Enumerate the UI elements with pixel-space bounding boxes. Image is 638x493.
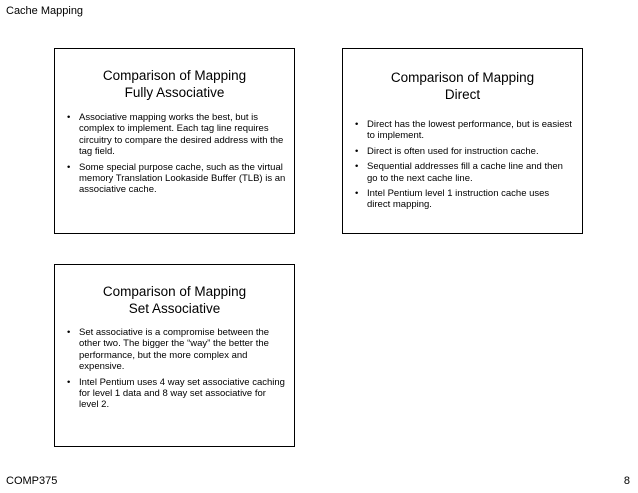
bullet-icon: • — [355, 119, 359, 130]
bullet-list — [67, 112, 286, 200]
bullet-item — [355, 188, 574, 211]
bullet-icon: • — [67, 327, 71, 338]
bullet-list — [67, 327, 286, 415]
bullet-icon: • — [355, 161, 359, 173]
slide-title — [343, 69, 582, 103]
bullet-icon: • — [67, 376, 71, 388]
slide-thumbnail-fully-associative — [54, 48, 295, 234]
slide-title-line2: Fully Associative — [124, 85, 225, 100]
bullet-list — [355, 119, 574, 215]
bullet-item — [67, 112, 286, 158]
bullet-text: Associative mapping works the best, but is complex to implement. Each tag line requires circuitry to compare the desired address with the tag field. — [79, 112, 284, 158]
bullet-text: Set associative is a compromise between the other two. The bigger the “way” the better the performance, but the more complex and expensive. — [79, 327, 270, 373]
footer-course-code: COMP375 — [6, 475, 58, 487]
bullet-text: Direct is often used for instruction cache. — [367, 145, 539, 157]
slide-title-line1: Comparison of Mapping — [102, 68, 247, 83]
bullet-icon: • — [355, 188, 359, 200]
slide-title — [55, 283, 294, 317]
bullet-text: Sequential addresses fill a cache line and then go to the next cache line. — [367, 161, 563, 184]
bullet-item — [67, 327, 286, 373]
slide-title-line2: Direct — [444, 87, 481, 102]
bullet-text: Intel Pentium level 1 instruction cache uses direct mapping. — [367, 188, 550, 211]
bullet-item — [355, 161, 574, 184]
bullet-icon: • — [67, 112, 71, 123]
bullet-item — [67, 377, 286, 411]
slide-thumbnail-set-associative — [54, 264, 295, 447]
slide-thumbnail-direct — [342, 48, 583, 234]
page-header-title: Cache Mapping — [6, 5, 84, 17]
bullet-text: Intel Pentium uses 4 way set associative caching for level 1 data and 8 way set associative for level 2. — [79, 376, 285, 411]
bullet-item — [355, 119, 574, 142]
slide-title — [55, 67, 294, 101]
bullet-text: Direct has the lowest performance, but is easiest to implement. — [367, 119, 572, 142]
bullet-text: Some special purpose cache, such as the virtual memory Translation Lookaside Buffer (TLB) is an associative cache. — [79, 161, 286, 196]
bullet-icon: • — [355, 145, 359, 157]
bullet-item — [355, 146, 574, 157]
slide-title-line1: Comparison of Mapping — [390, 70, 535, 85]
footer-page-number: 8 — [623, 475, 630, 487]
slide-title-line2: Set Associative — [128, 301, 221, 316]
bullet-item — [67, 162, 286, 196]
bullet-icon: • — [67, 161, 71, 173]
slide-title-line1: Comparison of Mapping — [102, 284, 247, 299]
